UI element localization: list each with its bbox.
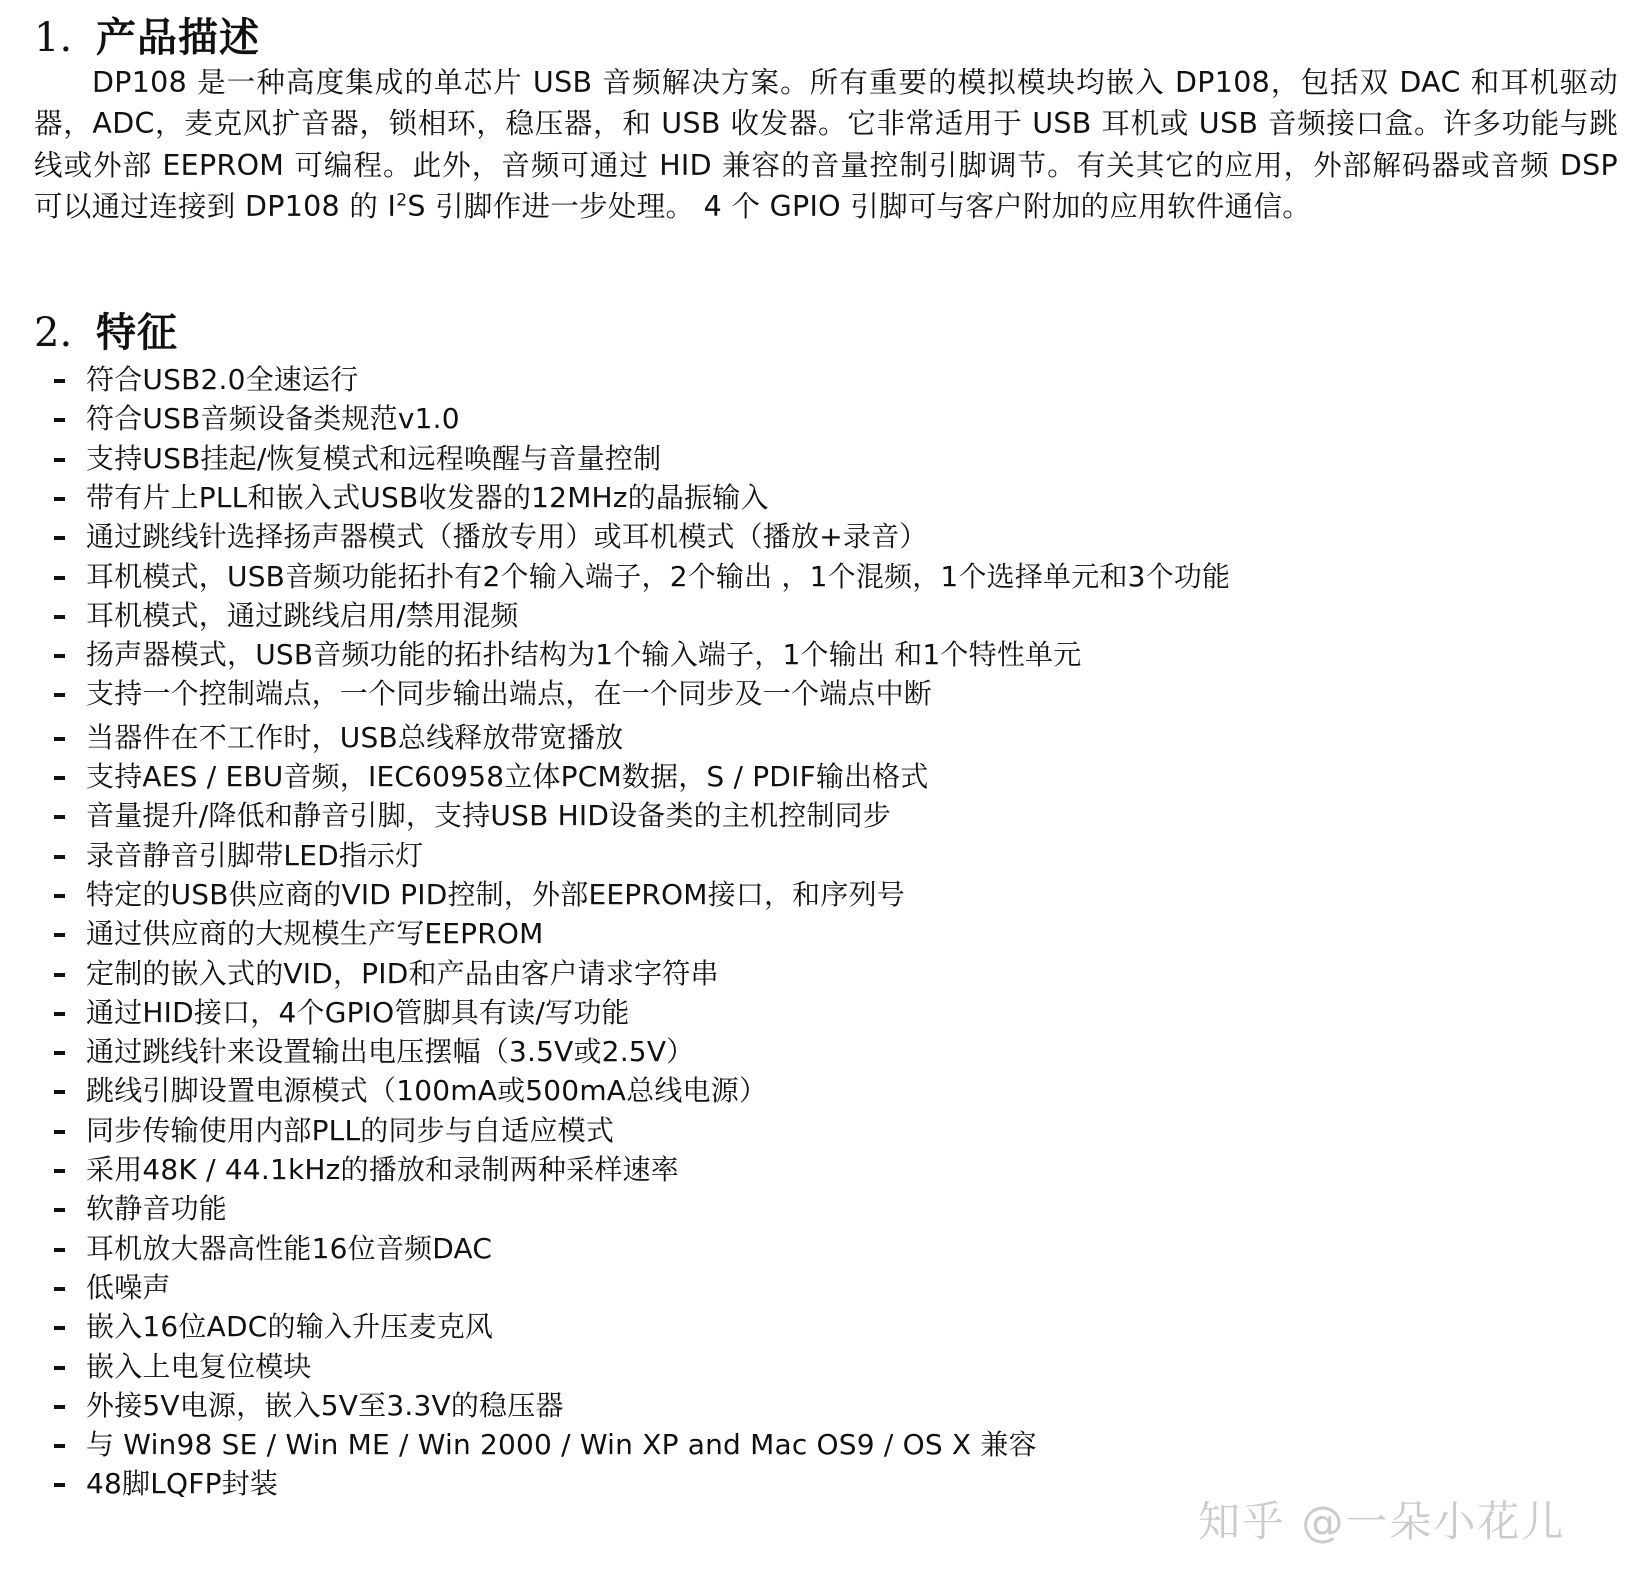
bullet-dash-icon [54,933,65,937]
description-text-part2: S 引脚作进一步处理。 4 个 GPIO 引脚可与客户附加的应用软件通信。 [407,190,1312,224]
bullet-dash-icon [54,693,65,697]
bullet-dash-icon [54,1405,65,1409]
feature-text: 耳机模式，USB音频功能拓扑有2个输入端子，2个输出 ，1个混频，1个选择单元和3个功能 [86,559,1231,593]
feature-text: 同步传输使用内部PLL的同步与自适应模式 [86,1113,615,1147]
feature-text: 嵌入16位ADC的输入升压麦克风 [86,1310,494,1344]
bullet-dash-icon [54,458,65,462]
feature-text: 低噪声 [86,1270,171,1304]
bullet-dash-icon [54,1444,65,1448]
bullet-dash-icon [54,1287,65,1291]
feature-text: 通过供应商的大规模生产写EEPROM [86,917,544,951]
section-title: 产品描述 [96,15,260,61]
bullet-dash-icon [54,1012,65,1016]
bullet-dash-icon [54,418,65,422]
watermark: 知乎 @一朵小花儿 [1198,1497,1566,1546]
description-text-part1: DP108 是一种高度集成的单芯片 USB 音频解决方案。所有重要的模拟模块均嵌入 DP108，包括双 DAC 和耳机驱动器，ADC，麦克风扩音器，锁相环，稳压器，和 USB 收发器。它非常适用于 USB 耳机或 USB 音频接口盒。许多功能与跳线或外部 EEPROM 可编程。此外，音频可通过 HID 兼容的音量控制引脚调节。有关其它的应用，外部解码器或音频 DSP 可以通过连接到 DP108 的 I [34,66,1618,224]
feature-text: 定制的嵌入式的VID，PID和产品由客户请求字符串 [86,956,719,990]
section-number: 2. [34,310,73,356]
bullet-dash-icon [54,615,65,619]
feature-text: 支持AES / EBU音频，IEC60958立体PCM数据，S / PDIF输出格式 [86,760,929,793]
bullet-dash-icon [54,1090,65,1094]
bullet-dash-icon [54,855,65,859]
bullet-dash-icon [54,654,65,658]
bullet-dash-icon [54,1248,65,1252]
feature-text: 特定的USB供应商的VID PID控制，外部EEPROM接口，和序列号 [86,877,905,911]
section-number: 1. [34,15,73,61]
feature-text: 录音静音引脚带LED指示灯 [86,838,424,872]
bullet-dash-icon [54,1366,65,1370]
bullet-dash-icon [54,776,65,780]
feature-text: 支持USB挂起/恢复模式和远程唤醒与音量控制 [86,441,662,475]
feature-text: 支持一个控制端点，一个同步输出端点，在一个同步及一个端点中断 [86,677,933,711]
feature-text: 耳机放大器高性能16位音频DAC [86,1231,493,1265]
feature-text: 48脚LQFP封装 [86,1467,279,1501]
feature-text: 符合USB2.0全速运行 [86,363,359,396]
bullet-dash-icon [54,973,65,977]
product-description-paragraph [34,62,1618,228]
bullet-dash-icon [54,576,65,580]
feature-text: 通过跳线针来设置输出电压摆幅（3.5V或2.5V） [86,1035,695,1069]
feature-text: 扬声器模式，USB音频功能的拓扑结构为1个输入端子，1个输出 和1个特性单元 [86,638,1082,672]
feature-text: 音量提升/降低和静音引脚，支持USB HID设备类的主机控制同步 [86,799,892,833]
bullet-dash-icon [54,1483,65,1487]
feature-text: 符合USB音频设备类规范v1.0 [86,402,460,436]
bullet-dash-icon [54,1208,65,1212]
section-heading-features [34,309,178,357]
feature-text: 通过跳线针选择扬声器模式（播放专用）或耳机模式（播放+录音） [86,520,928,554]
feature-text: 耳机模式，通过跳线启用/禁用混频 [86,598,519,632]
feature-text: 跳线引脚设置电源模式（100mA或500mA总线电源） [86,1074,768,1108]
bullet-dash-icon [54,379,65,383]
feature-text: 外接5V电源，嵌入5V至3.3V的稳压器 [86,1388,564,1422]
feature-text: 当器件在不工作时，USB总线释放带宽播放 [86,720,624,754]
bullet-dash-icon [54,1169,65,1173]
section-title: 特征 [96,310,178,356]
bullet-dash-icon [54,1051,65,1055]
feature-text: 软静音功能 [86,1192,228,1226]
bullet-dash-icon [54,497,65,501]
feature-text: 采用48K / 44.1kHz的播放和录制两种采样速率 [86,1153,679,1186]
section-heading-product-description [34,14,260,62]
bullet-dash-icon [54,1326,65,1330]
feature-text: 嵌入上电复位模块 [86,1349,312,1383]
bullet-dash-icon [54,815,65,819]
bullet-dash-icon [54,1130,65,1134]
bullet-dash-icon [54,737,65,741]
superscript-2: 2 [396,190,408,211]
feature-text: 与 Win98 SE / Win ME / Win 2000 / Win XP and Mac OS9 / OS X 兼容 [86,1428,1037,1462]
bullet-dash-icon [54,536,65,540]
feature-text: 通过HID接口，4个GPIO管脚具有读/写功能 [86,995,630,1029]
bullet-dash-icon [54,894,65,898]
feature-text: 带有片上PLL和嵌入式USB收发器的12MHz的晶振输入 [86,480,769,514]
